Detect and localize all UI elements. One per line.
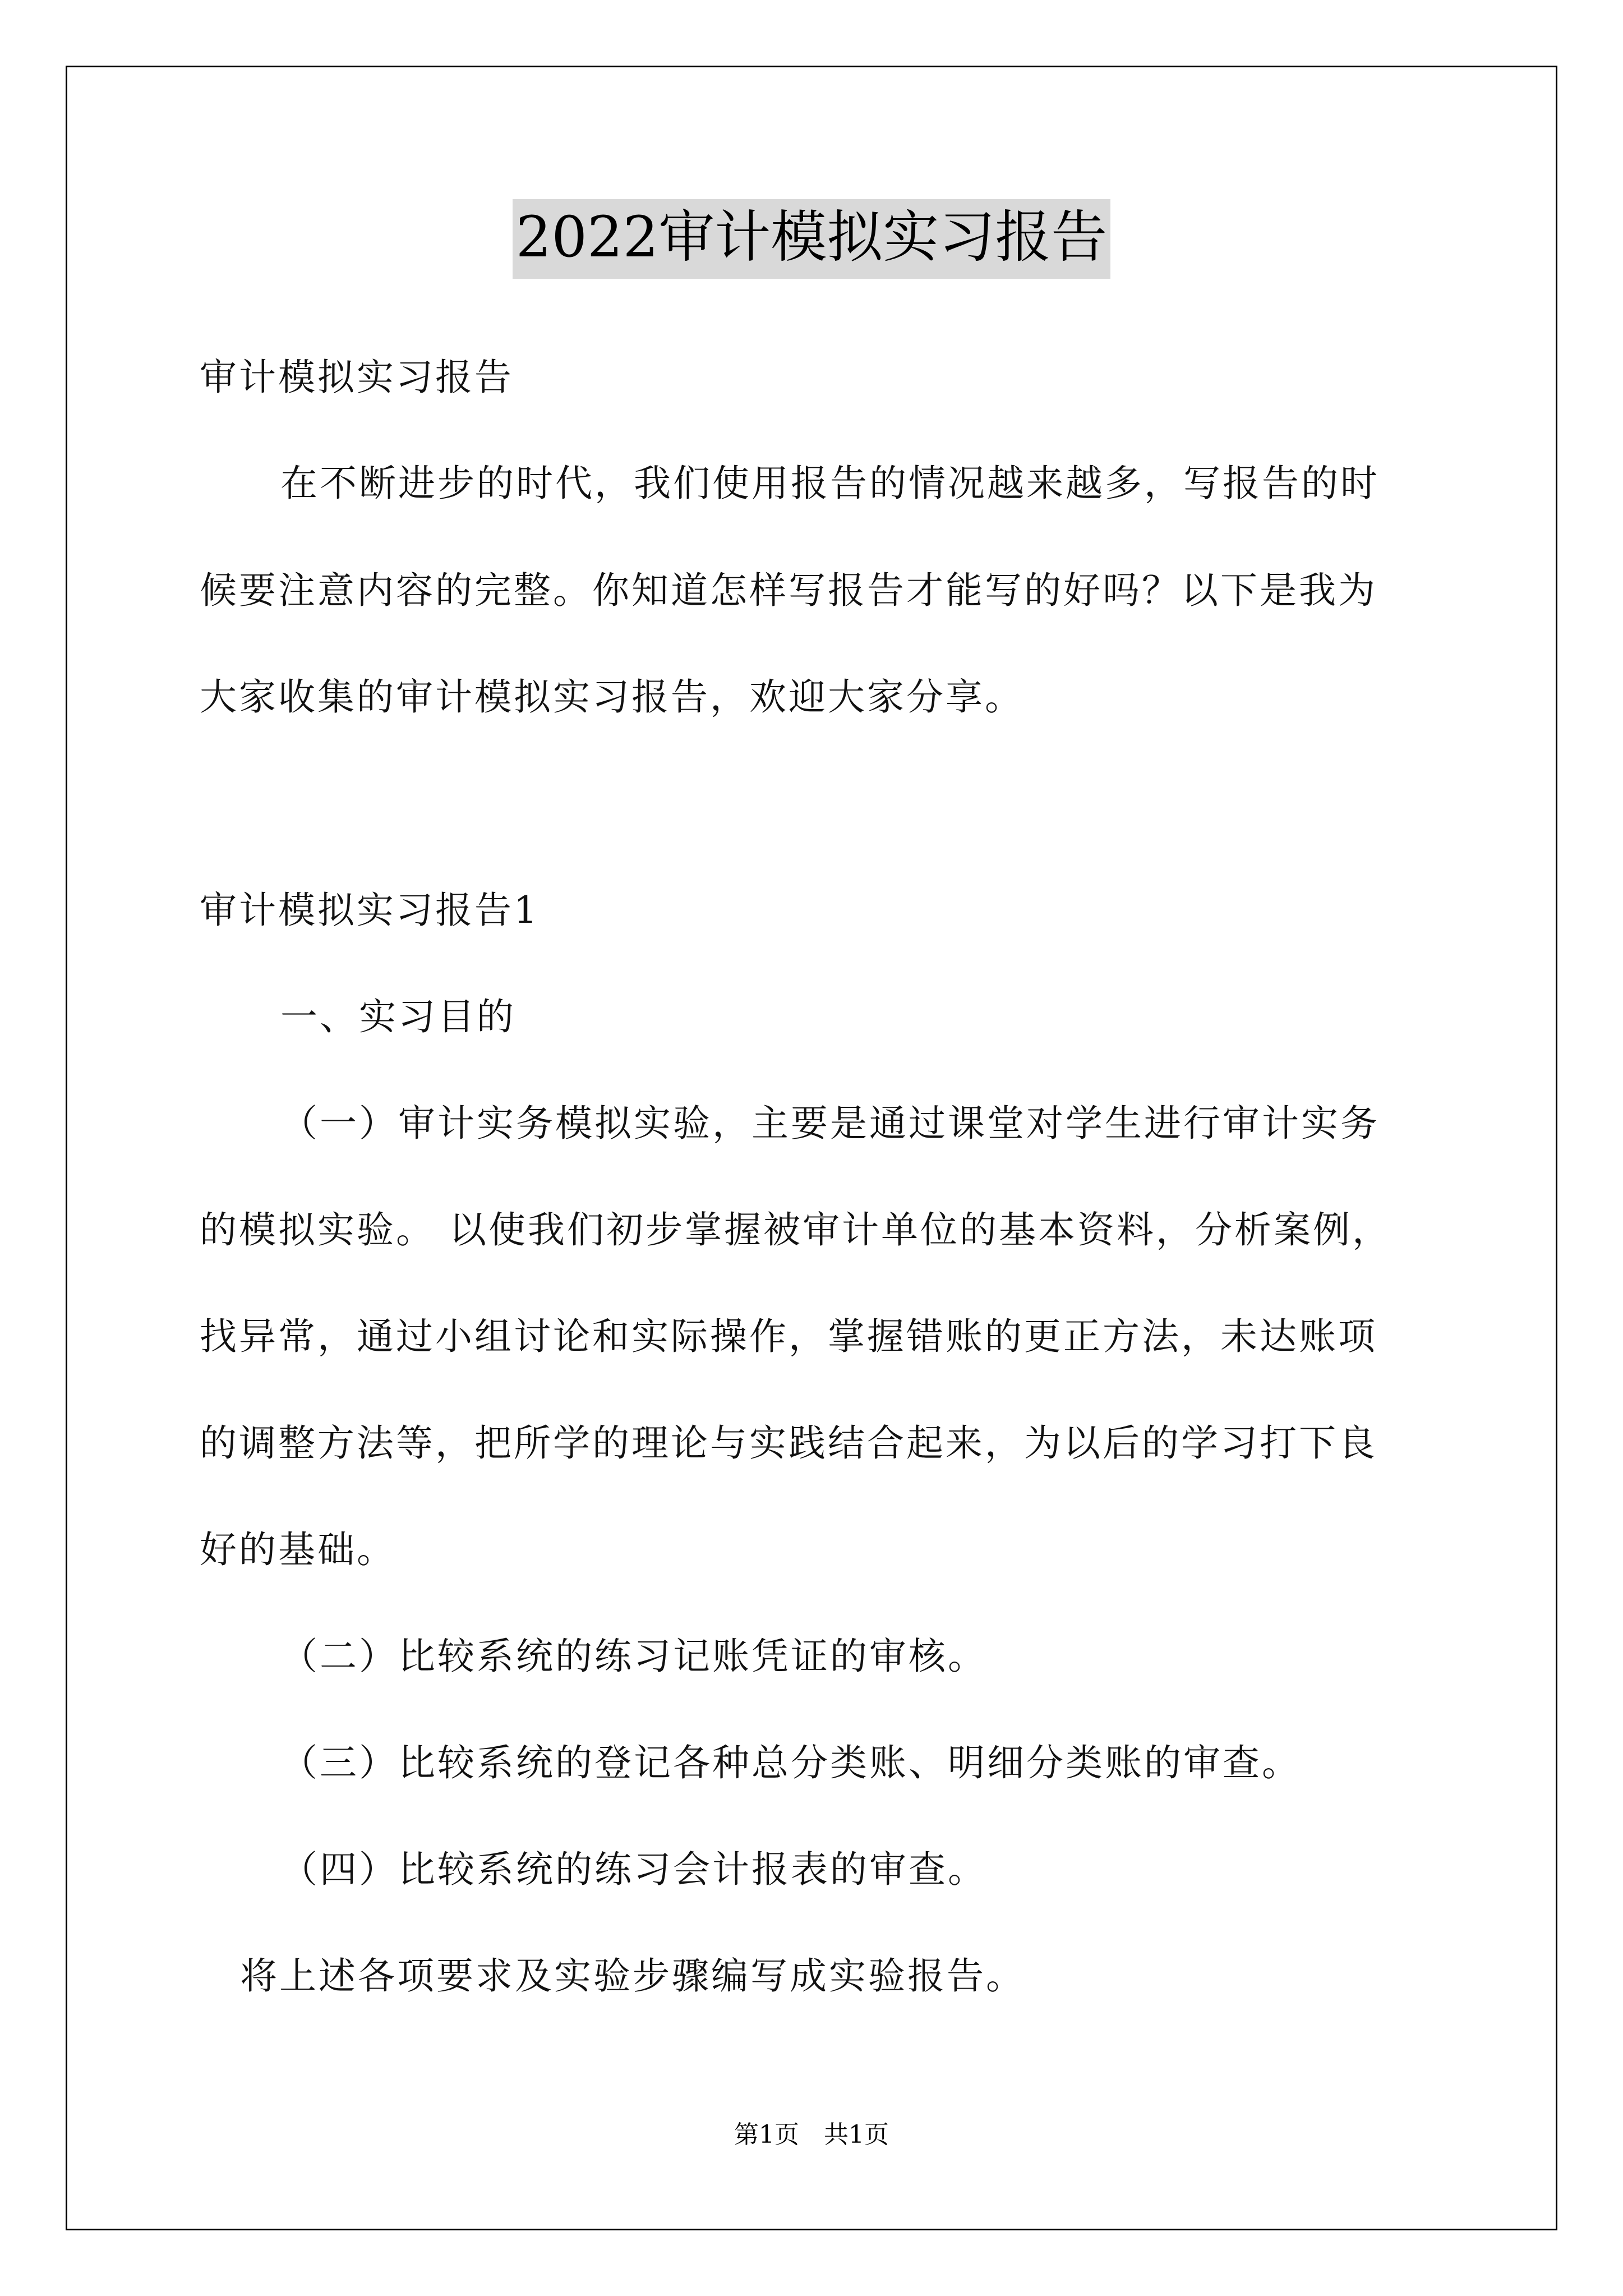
paragraph-line: 将上述各项要求及实验步骤编写成实验报告。	[240, 1954, 1025, 1998]
paragraph-line: 大家收集的审计模拟实习报告，欢迎大家分享。	[200, 675, 1024, 719]
paragraph-line: 好的基础。	[200, 1528, 396, 1571]
subtitle-line: 审计模拟实习报告	[200, 356, 514, 399]
document-title: 2022审计模拟实习报告	[513, 199, 1111, 279]
paragraph-line: （一）审计实务模拟实验，主要是通过课堂对学生进行审计实务	[280, 1102, 1380, 1145]
title-container	[0, 199, 1623, 279]
paragraph-line: 在不断进步的时代，我们使用报告的情况越来越多，写报告的时	[280, 462, 1380, 505]
section-subheading: 一、实习目的	[280, 995, 516, 1038]
paragraph-line: 的调整方法等，把所学的理论与实践结合起来，为以后的学习打下良	[200, 1421, 1377, 1465]
paragraph-line: 找异常，通过小组讨论和实际操作，掌握错账的更正方法，未达账项	[200, 1315, 1377, 1358]
list-item: （四）比较系统的练习会计报表的审查。	[280, 1848, 987, 1891]
section-heading: 审计模拟实习报告1	[200, 889, 540, 932]
paragraph-line: 候要注意内容的完整。你知道怎样写报告才能写的好吗？以下是我为	[200, 569, 1377, 612]
paragraph-line: 的模拟实验。 以使我们初步掌握被审计单位的基本资料，分析案例，	[200, 1208, 1391, 1251]
list-item: （三）比较系统的登记各种总分类账、明细分类账的审查。	[280, 1741, 1301, 1784]
page-footer: 第1页 共1页	[734, 2120, 889, 2149]
list-item: （二）比较系统的练习记账凭证的审核。	[280, 1635, 987, 1678]
